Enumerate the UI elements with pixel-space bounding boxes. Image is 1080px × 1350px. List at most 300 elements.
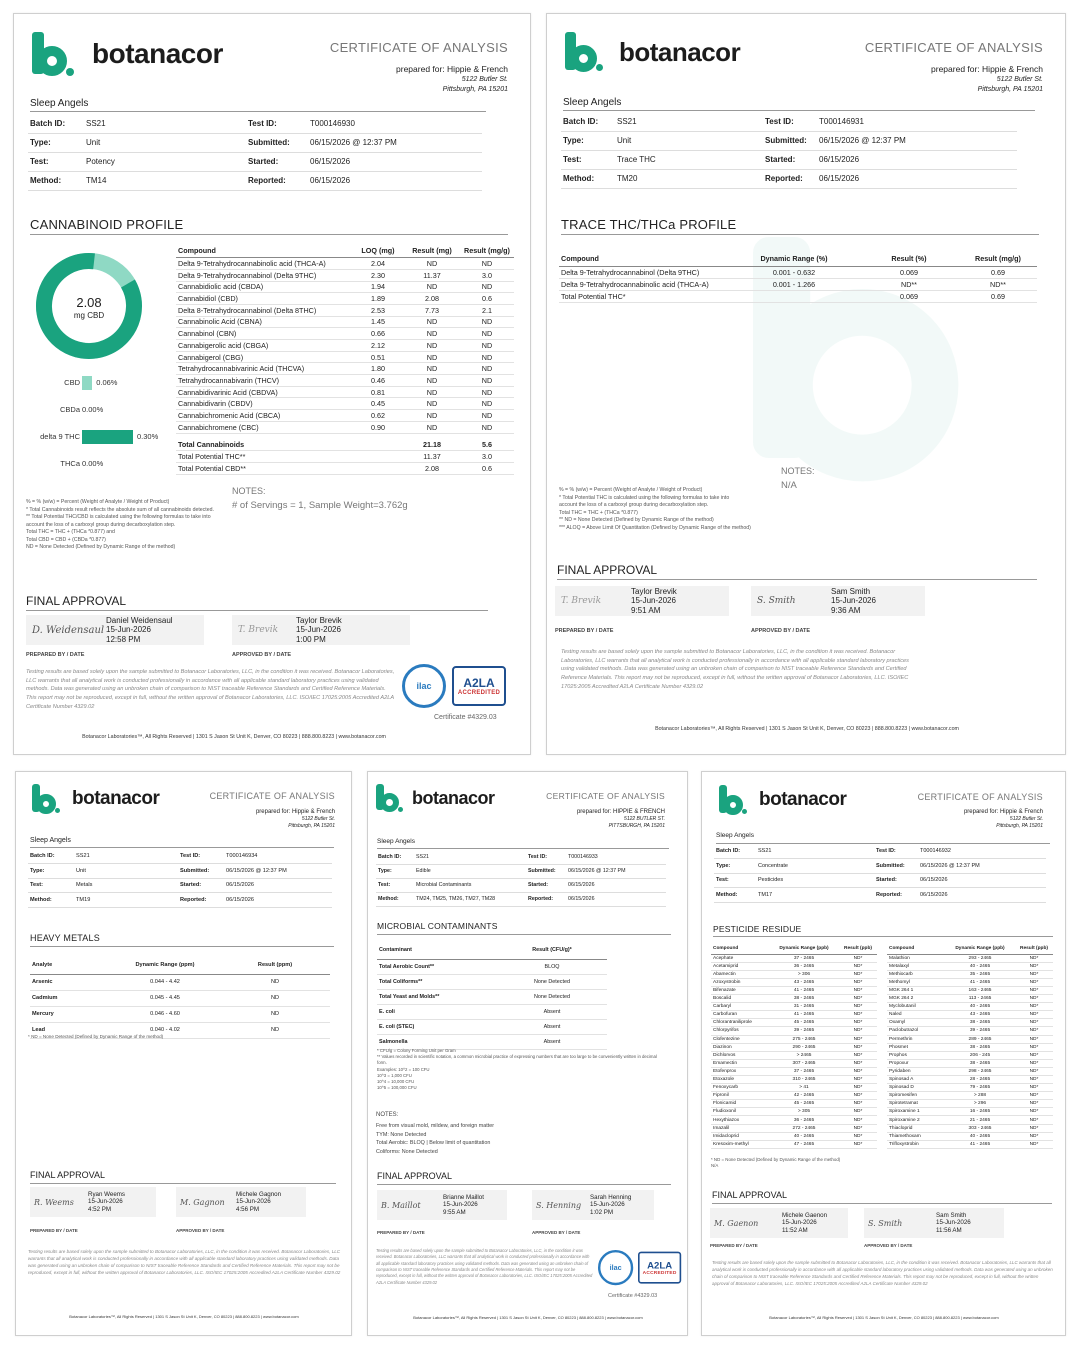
final-approval-heading: FINAL APPROVAL <box>712 1190 788 1200</box>
table-cell: 0.069 <box>859 266 959 278</box>
table-row <box>30 990 330 1006</box>
table-cell: Delta 9-Tetrahydrocannabinolic acid (THCA-A) <box>559 278 729 290</box>
footer: Botanacor Laboratories™, All Rights Reserved | 1301 S Jason St Unit K, Denver, CO 80223 | 888.800.8223 | www.botanacor.com <box>655 726 959 732</box>
prepared-for: prepared for: Hippie & French 5122 Butler St. Pittsburgh, PA 15201 <box>963 809 1043 829</box>
table-row <box>176 351 514 363</box>
botanacor-logo <box>32 784 159 814</box>
table-row <box>711 1076 877 1084</box>
table-cell: 293 - 2465 <box>945 954 1015 962</box>
footnote-line: Examples: 10^2 = 100 CFU <box>377 1066 430 1072</box>
table-cell: 5.6 <box>460 439 514 451</box>
accreditation-badges <box>402 664 506 708</box>
table-cell: ND* <box>1015 954 1053 962</box>
table-cell: 272 - 2465 <box>769 1124 839 1132</box>
table-cell: 43 - 2465 <box>945 1011 1015 1019</box>
prepared-for: prepared for: HIPPIE & FRENCH 5122 BUTLER ST. PITTSBURGH, PA 15201 <box>576 809 665 829</box>
table-cell: ND* <box>1015 1051 1053 1059</box>
table-cell: Salmonella <box>377 1034 497 1049</box>
table-row <box>176 316 514 328</box>
prepared-by-label: PREPARED BY / DATE <box>26 652 85 658</box>
table-cell: Total Potential THC* <box>559 290 729 302</box>
table-row <box>559 278 1037 290</box>
notes-heading: NOTES: <box>781 466 815 476</box>
table-cell: ND* <box>839 954 877 962</box>
brand-name: botanacor <box>412 787 495 808</box>
donut-value: 2.08 <box>76 295 102 310</box>
table-row <box>887 995 1053 1003</box>
table-cell: Paclobutrazol <box>887 1027 945 1035</box>
table-cell: 35 - 2465 <box>945 970 1015 978</box>
table-cell: 290 - 2465 <box>769 1043 839 1051</box>
table-row <box>711 1132 877 1140</box>
total-row <box>176 462 514 474</box>
table-row <box>176 269 514 281</box>
table-cell: 11.37 <box>404 451 460 463</box>
table-cell: Arsenic <box>30 974 110 990</box>
table-cell: 0.001 - 1.266 <box>729 278 859 290</box>
footnote-line: * Total Cannabinoids result reflects the absolute sum of all cannabinoids detected. <box>26 506 214 513</box>
table-cell: ND <box>404 316 460 328</box>
footnote-line: *** ALOQ = Above Limit Of Quantitation (Defined by Dynamic Range of the method) <box>559 524 751 531</box>
table-cell: 38 - 2465 <box>945 1043 1015 1051</box>
table-cell: ND* <box>1015 1108 1053 1116</box>
table-cell: 206 - 245 <box>945 1051 1015 1059</box>
column-header: Result (mg/g) <box>959 252 1037 266</box>
table-cell: ND* <box>1015 1027 1053 1035</box>
table-cell: ND* <box>1015 1132 1053 1140</box>
cannabinoid-table <box>176 244 514 475</box>
table-cell: > 41 <box>769 1084 839 1092</box>
table-row <box>711 1084 877 1092</box>
table-row <box>887 978 1053 986</box>
table-cell: 310 - 2465 <box>769 1076 839 1084</box>
product-name: Sleep Angels <box>30 98 89 109</box>
footer: Botanacor Laboratories™, All Rights Reserved | 1301 S Jason St Unit K, Denver, CO 80223 | 888.800.8223 | www.botanacor.com <box>413 1315 643 1320</box>
botanacor-logo <box>376 784 495 812</box>
table-cell: ND* <box>1015 995 1053 1003</box>
footnote-line: Total THC = THC + (THCa *0.877) <box>559 509 638 516</box>
table-cell: 2.53 <box>352 304 404 316</box>
table-cell: > 306 <box>769 970 839 978</box>
sample-meta: Batch ID: SS21 Test ID: T000146930 Type: Unit Submitted: 06/15/2026 @ 12:37 PM Test: Potency Started: 06/15/2026 Method: TM14 Reported: 06/15/2026 <box>28 114 482 191</box>
table-row <box>176 363 514 375</box>
table-cell: ND <box>460 386 514 398</box>
table-cell: Methiocarb <box>887 970 945 978</box>
table-cell: 11.37 <box>404 269 460 281</box>
table-cell: Acetamiprid <box>711 962 769 970</box>
table-cell: Total Potential CBD** <box>176 462 352 474</box>
prepared-signature: B. Maillot Brianne Maillot 15-Jun-2026 9:55 AM <box>377 1190 507 1220</box>
table-cell: 2.04 <box>352 258 404 270</box>
table-cell <box>352 462 404 474</box>
table-cell: 40 - 2465 <box>769 1132 839 1140</box>
table-row <box>711 1067 877 1075</box>
table-cell: Cannabidivarinic Acid (CBDVA) <box>176 386 352 398</box>
table-cell: 1.80 <box>352 363 404 375</box>
table-cell: ND <box>404 363 460 375</box>
table-cell: 38 - 2465 <box>945 1019 1015 1027</box>
table-row <box>887 1059 1053 1067</box>
table-row <box>176 398 514 410</box>
table-cell: Hexythiazox <box>711 1116 769 1124</box>
trace-thc-table <box>559 252 1037 303</box>
table-row <box>711 1003 877 1011</box>
prepared-signature: D. Weidensaul Daniel Weidensaul 15-Jun-2026 12:58 PM <box>26 615 204 645</box>
table-cell: ND <box>220 974 330 990</box>
footnote-line: ** Total Potential THC/CBD is calculated using the following formulas to take into account the loss of a carboxyl group during decarboxylation step. <box>26 514 211 528</box>
table-cell: ND <box>460 363 514 375</box>
table-cell: ND <box>460 410 514 422</box>
table-cell: 21 - 2465 <box>945 1116 1015 1124</box>
cannabinoid-legend <box>26 376 176 476</box>
table-cell: ND* <box>839 1092 877 1100</box>
footnotes <box>377 1048 657 1092</box>
table-row <box>711 1100 877 1108</box>
table-cell: 79 - 2465 <box>945 1084 1015 1092</box>
table-cell: ND <box>404 375 460 387</box>
coa-title: CERTIFICATE OF ANALYSIS <box>917 792 1043 802</box>
table-row <box>711 1059 877 1067</box>
disclaimer: Testing results are based solely upon the sample submitted to Botanacor Laboratories, LLC, in the condition it was received. Botanacor Laboratories, LLC warrants that all analytical work is conducted professionally in accordance with all applicable standard laboratory practices using validated methods. Data was generated using an unbroken chain of comparison to NIST traceable Reference Standards and Certified Reference Materials. This report may not be reproduced, except in full, without the written approval of Botanacor Laboratories, LLC. ISO/IEC 17025:2005 Accredited A2LA Certificate Number 4329.02 <box>28 1249 341 1276</box>
product-name: Sleep Angels <box>377 838 415 845</box>
sample-meta: Batch ID: SS21 Test ID: T000146931 Type: Unit Submitted: 06/15/2026 @ 12:37 PM Test: Trace THC Started: 06/15/2026 Method: TM20 Reported: 06/15/2026 <box>561 112 1017 189</box>
footnote-line: % = % (w/w) = Percent (Weight of Analyte / Weight of Product) <box>26 499 170 505</box>
table-row <box>711 1140 877 1148</box>
table-cell: ND* <box>839 970 877 978</box>
table-cell: ND <box>460 351 514 363</box>
table-row <box>176 304 514 316</box>
column-header: Result (ppm) <box>220 956 330 974</box>
table-cell: 298 - 2465 <box>945 1067 1015 1075</box>
coa-heavy-metals <box>15 771 352 1336</box>
table-row <box>711 962 877 970</box>
notes-text <box>376 1122 656 1157</box>
table-cell: 3.0 <box>460 269 514 281</box>
table-cell: ND <box>460 316 514 328</box>
table-cell: Cannabigerol (CBG) <box>176 351 352 363</box>
table-cell: ND* <box>839 995 877 1003</box>
table-cell: 289 - 2465 <box>945 1035 1015 1043</box>
table-cell: Tetrahydrocannabivarinic Acid (THCVA) <box>176 363 352 375</box>
column-header: Contaminant <box>377 942 497 959</box>
table-cell: Permethrin <box>887 1035 945 1043</box>
approved-by-label: APPROVED BY / DATE <box>751 628 811 634</box>
approved-signature: S. Henning Sarah Henning 15-Jun-2026 1:02 PM <box>532 1190 654 1220</box>
ilac-mra-icon: ilac <box>402 664 446 708</box>
table-cell: Carbaryl <box>711 1003 769 1011</box>
table-row <box>711 1108 877 1116</box>
table-cell: ND* <box>1015 962 1053 970</box>
product-name: Sleep Angels <box>30 837 71 844</box>
table-cell: 0.51 <box>352 351 404 363</box>
table-row <box>887 1019 1053 1027</box>
coa-microbial <box>367 771 688 1336</box>
footnote-line: * ND = None Detected (Defined by Dynamic Range of the method) <box>711 1157 841 1162</box>
footnote-line: * CFU/g = Colony Forming Unit per Gram <box>377 1048 456 1053</box>
table-row <box>887 1100 1053 1108</box>
table-cell: 21.18 <box>404 439 460 451</box>
table-cell: ND* <box>839 1116 877 1124</box>
table-cell: ND* <box>1015 1116 1053 1124</box>
table-cell: Delta 9-Tetrahydrocannabinolic acid (THCA-A) <box>176 258 352 270</box>
table-cell <box>729 290 859 302</box>
table-cell: ND* <box>839 1100 877 1108</box>
section-title: HEAVY METALS <box>30 933 100 943</box>
table-cell: ND <box>460 398 514 410</box>
a2la-accredited-icon: A2LA ACCREDITED <box>638 1252 681 1284</box>
table-cell: 0.046 - 4.60 <box>110 1006 220 1022</box>
column-header: Result (%) <box>859 252 959 266</box>
table-row <box>887 1067 1053 1075</box>
footnote-line: Total Aerobic: BLOQ | Below limit of quantitation <box>376 1140 491 1147</box>
table-row <box>711 970 877 978</box>
approved-signature: M. Gagnon Michele Gagnon 15-Jun-2026 4:56 PM <box>176 1187 306 1217</box>
sample-meta: Batch ID: SS21 Test ID: T000146934 Type: Unit Submitted: 06/15/2026 @ 12:37 PM Test: Metals Started: 06/15/2026 Method: TM19 Reported: 06/15/2026 <box>28 849 332 908</box>
legend-label: delta 9 THC <box>40 432 80 441</box>
footnote-line: 10^3 = 1,000 CFU <box>377 1072 412 1078</box>
table-cell: Fenoxycarb <box>711 1084 769 1092</box>
table-cell: 0.81 <box>352 386 404 398</box>
table-cell: Myclobutanil <box>887 1003 945 1011</box>
table-cell: Thiamethoxam <box>887 1132 945 1140</box>
table-row <box>887 1035 1053 1043</box>
prepared-by-label: PREPARED BY / DATE <box>377 1230 425 1235</box>
table-cell: Delta 8-Tetrahydrocannabinol (Delta 8THC) <box>176 304 352 316</box>
table-cell: ND <box>460 258 514 270</box>
column-header: Result (CFU/g)* <box>497 942 607 959</box>
table-cell: Trifloxystrobin <box>887 1140 945 1148</box>
table-cell: 42 - 2465 <box>769 1092 839 1100</box>
table-cell: 37 - 2465 <box>769 954 839 962</box>
table-cell: ND* <box>839 1059 877 1067</box>
table-cell: > 305 <box>769 1108 839 1116</box>
table-row <box>176 293 514 305</box>
table-cell: 37 - 2465 <box>769 1067 839 1075</box>
table-cell: Malathion <box>887 954 945 962</box>
table-row <box>176 328 514 340</box>
section-title: PESTICIDE RESIDUE <box>713 924 802 934</box>
table-cell: 41 - 2465 <box>769 1011 839 1019</box>
botanacor-logo <box>565 32 740 72</box>
table-cell: 307 - 2465 <box>769 1059 839 1067</box>
table-row <box>887 1140 1053 1148</box>
table-row <box>887 962 1053 970</box>
a2la-accredited-icon: A2LA ACCREDITED <box>452 666 506 706</box>
table-cell: ND <box>460 375 514 387</box>
table-cell: 0.6 <box>460 462 514 474</box>
table-cell: 16 - 2465 <box>945 1108 1015 1116</box>
prepared-signature: T. Brevik Taylor Brevik 15-Jun-2026 9:51 AM <box>555 586 729 616</box>
column-header: Result (ppb) <box>1015 944 1053 954</box>
product-name: Sleep Angels <box>716 832 754 839</box>
approved-by-label: APPROVED BY / DATE <box>232 652 292 658</box>
table-cell: 275 - 2465 <box>769 1035 839 1043</box>
table-cell: Chlorantraniliprole <box>711 1019 769 1027</box>
column-header: Dynamic Range (ppb) <box>945 944 1015 954</box>
table-row <box>887 1116 1053 1124</box>
footer: Botanacor Laboratories™, All Rights Reserved | 1301 S Jason St Unit K, Denver, CO 80223 | 888.800.8223 | www.botanacor.com <box>69 1314 299 1319</box>
footnote-line: 10^5 = 100,000 CFU <box>377 1085 417 1091</box>
column-header: Compound <box>711 944 769 954</box>
column-header: Dynamic Range (ppb) <box>769 944 839 954</box>
table-row <box>887 1132 1053 1140</box>
brand-name: botanacor <box>72 788 160 809</box>
table-cell: 0.001 - 0.632 <box>729 266 859 278</box>
table-row <box>887 1003 1053 1011</box>
table-cell: 2.30 <box>352 269 404 281</box>
table-cell: Etoxazole <box>711 1076 769 1084</box>
footnotes <box>559 487 799 532</box>
footnote-line: Total THC = THC + (THCa *0.877) and <box>26 529 115 536</box>
table-cell: Pyridaben <box>887 1067 945 1075</box>
table-row <box>176 386 514 398</box>
table-cell: ND* <box>1015 986 1053 994</box>
ilac-mra-icon: ilac <box>598 1250 633 1285</box>
table-cell: 0.6 <box>460 293 514 305</box>
table-cell: 41 - 2465 <box>945 1140 1015 1148</box>
final-approval-heading: FINAL APPROVAL <box>557 563 658 577</box>
footnote-line: % = % (w/w) = Percent (Weight of Analyte / Weight of Product) <box>559 487 703 493</box>
table-cell: Boscalid <box>711 995 769 1003</box>
table-row <box>377 1034 607 1049</box>
table-row <box>711 1027 877 1035</box>
table-row <box>887 1011 1053 1019</box>
table-cell: ND* <box>839 1003 877 1011</box>
brand-name: botanacor <box>759 789 847 810</box>
table-cell: ND** <box>959 278 1037 290</box>
table-row <box>176 281 514 293</box>
coa-potency <box>13 13 531 755</box>
table-cell: Total Potential THC** <box>176 451 352 463</box>
table-cell: Thiacloprid <box>887 1124 945 1132</box>
table-cell: ND* <box>1015 970 1053 978</box>
table-cell: ND* <box>839 1132 877 1140</box>
table-cell: ND* <box>1015 1019 1053 1027</box>
table-cell: 36 - 2465 <box>769 1116 839 1124</box>
table-cell: Spiroxamine 2 <box>887 1116 945 1124</box>
table-cell: 303 - 2465 <box>945 1124 1015 1132</box>
table-cell: ND* <box>839 1027 877 1035</box>
pesticide-table-left <box>711 944 877 1149</box>
coa-title: CERTIFICATE OF ANALYSIS <box>546 791 665 801</box>
table-cell: ND* <box>1015 1043 1053 1051</box>
heavy-metals-table <box>30 956 330 1039</box>
prepared-signature: R. Weems Ryan Weems 15-Jun-2026 4:52 PM <box>30 1187 156 1217</box>
table-cell: Total Yeast and Molds** <box>377 989 497 1004</box>
table-row <box>30 1006 330 1022</box>
coa-trace-thc <box>546 13 1066 755</box>
table-cell: Cannabidiol (CBD) <box>176 293 352 305</box>
table-cell: 31 - 2465 <box>769 1003 839 1011</box>
notes-text: N/A <box>781 480 797 491</box>
table-cell: Absent <box>497 1019 607 1034</box>
accreditation-badges <box>598 1250 681 1285</box>
table-cell: 1.45 <box>352 316 404 328</box>
legend-bar <box>82 430 133 444</box>
table-cell: Abamectin <box>711 970 769 978</box>
table-cell: 39 - 2465 <box>945 1027 1015 1035</box>
table-row <box>887 1076 1053 1084</box>
table-cell: Mercury <box>30 1006 110 1022</box>
prepared-by-label: PREPARED BY / DATE <box>30 1228 78 1233</box>
botanacor-logo <box>719 785 846 815</box>
table-cell: 3.0 <box>460 451 514 463</box>
table-cell: MGK 264 1 <box>887 986 945 994</box>
coa-title: CERTIFICATE OF ANALYSIS <box>864 40 1043 55</box>
footnote-line: Coliforms: None Detected <box>376 1148 438 1155</box>
column-header: Dynamic Range (%) <box>729 252 859 266</box>
table-row <box>377 989 607 1004</box>
legend-value: 0.00% <box>82 459 104 468</box>
table-cell: Dichlorvos <box>711 1051 769 1059</box>
column-header: Result (mg) <box>404 244 460 258</box>
table-row <box>887 986 1053 994</box>
table-cell: 113 - 2465 <box>945 995 1015 1003</box>
footnote-line: * Total Potential THC is calculated using the following formulas to take into <box>559 494 730 501</box>
table-row <box>711 1124 877 1132</box>
table-cell: ND* <box>1015 1003 1053 1011</box>
column-header: Dynamic Range (ppm) <box>110 956 220 974</box>
table-cell: MGK 264 2 <box>887 995 945 1003</box>
table-row <box>30 974 330 990</box>
total-row <box>176 439 514 451</box>
footnote-line: Total CBD = CBD + (CBDa *0.877) <box>26 536 106 543</box>
sample-meta: Batch ID: SS21 Test ID: T000146932 Type: Concentrate Submitted: 06/15/2026 @ 12:37 PM Test: Pesticides Started: 06/15/2026 Method: TM17 Reported: 06/15/2026 <box>714 844 1046 903</box>
coa-title: CERTIFICATE OF ANALYSIS <box>209 791 335 801</box>
table-cell: ND <box>220 1006 330 1022</box>
table-cell: Cannabidiolic acid (CBDA) <box>176 281 352 293</box>
brand-name: botanacor <box>92 38 223 69</box>
table-cell: ND* <box>839 1051 877 1059</box>
footnote-line: * ND = None Detected (Defined by Dynamic Range of the method) <box>28 1034 164 1039</box>
final-approval-heading: FINAL APPROVAL <box>377 1171 453 1181</box>
table-cell: Fludioxonil <box>711 1108 769 1116</box>
table-cell: Naled <box>887 1011 945 1019</box>
table-cell: Carbofuran <box>711 1011 769 1019</box>
table-cell: 0.69 <box>959 290 1037 302</box>
table-row <box>887 1092 1053 1100</box>
footer: Botanacor Laboratories™, All Rights Reserved | 1301 S Jason St Unit K, Denver, CO 80223 | 888.800.8223 | www.botanacor.com <box>82 734 386 740</box>
table-cell: ND <box>404 386 460 398</box>
table-row <box>176 340 514 352</box>
notes-heading: NOTES: <box>232 486 266 496</box>
footnotes <box>26 499 226 552</box>
table-cell: Total Aerobic Count** <box>377 959 497 974</box>
table-row <box>377 1019 607 1034</box>
table-row <box>711 1051 877 1059</box>
table-cell: Cadmium <box>30 990 110 1006</box>
table-cell: 45 - 2465 <box>769 1019 839 1027</box>
approved-signature: S. Smith Sam Smith 15-Jun-2026 9:36 AM <box>751 586 925 616</box>
table-cell: Emamectin <box>711 1059 769 1067</box>
table-cell: 0.66 <box>352 328 404 340</box>
certificate-number: Certificate #4329.03 <box>608 1293 658 1299</box>
coa-title: CERTIFICATE OF ANALYSIS <box>329 40 508 55</box>
table-cell: > 296 <box>945 1100 1015 1108</box>
table-cell: 38 - 2465 <box>945 1059 1015 1067</box>
table-cell: Cannabigerolic acid (CBGA) <box>176 340 352 352</box>
table-cell: Tetrahydrocannabivarin (THCV) <box>176 375 352 387</box>
table-cell: ND* <box>1015 1035 1053 1043</box>
footer: Botanacor Laboratories™, All Rights Reserved | 1301 S Jason St Unit K, Denver, CO 80223 | 888.800.8223 | www.botanacor.com <box>769 1315 999 1320</box>
table-row <box>377 1004 607 1019</box>
table-cell: Chlorpyrifos <box>711 1027 769 1035</box>
table-cell: Cannabinol (CBN) <box>176 328 352 340</box>
prepared-signature: M. Gaenon Michele Gaenon 15-Jun-2026 11:52 AM <box>710 1208 848 1238</box>
table-row <box>887 970 1053 978</box>
prepared-for: prepared for: Hippie & French 5122 Butler St. Pittsburgh, PA 15201 <box>931 64 1043 93</box>
table-cell: Azoxystrobin <box>711 978 769 986</box>
